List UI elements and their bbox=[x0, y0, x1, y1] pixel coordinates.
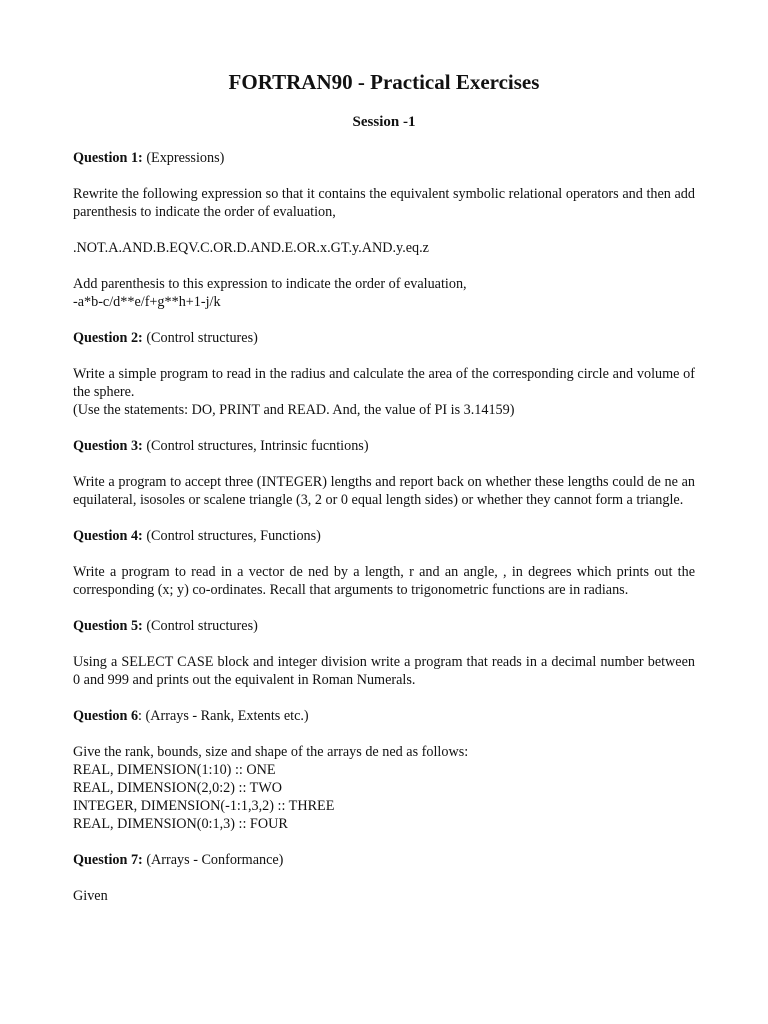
question-2-heading bbox=[73, 329, 695, 347]
array-declaration-two: REAL, DIMENSION(2,0:2) :: TWO bbox=[73, 780, 282, 796]
question-3-label: Question 3: bbox=[73, 438, 143, 454]
question-5-text: Using a SELECT CASE block and integer division write a program that reads in a decimal number between 0 and 999 and prints out the equivalent in Roman Numerals. bbox=[73, 654, 695, 688]
question-6-topic: : (Arrays - Rank, Extents etc.) bbox=[138, 708, 309, 724]
question-4-label: Question 4: bbox=[73, 528, 143, 544]
question-7-text: Given bbox=[73, 888, 108, 904]
question-1-followup-text: Add parenthesis to this expression to indicate the order of evaluation, bbox=[73, 276, 467, 292]
question-2-note: (Use the statements: DO, PRINT and READ. And, the value of PI is 3.14159) bbox=[73, 402, 515, 418]
question-1-heading bbox=[73, 149, 695, 167]
question-1-expression: .NOT.A.AND.B.EQV.C.OR.D.AND.E.OR.x.GT.y.AND.y.eq.z bbox=[73, 240, 429, 256]
question-6-label: Question 6 bbox=[73, 708, 139, 724]
question-5-heading bbox=[73, 617, 695, 635]
question-1-label: Question 1: bbox=[73, 150, 143, 166]
question-1-text: Rewrite the following expression so that it contains the equivalent symbolic relational operators and then add parenthesis to indicate the order of evaluation, bbox=[73, 186, 695, 220]
question-5-label: Question 5: bbox=[73, 618, 143, 634]
question-2-text: Write a simple program to read in the radius and calculate the area of the corresponding circle and volume of the sphere. bbox=[73, 366, 695, 400]
question-4-text: Write a program to read in a vector de ned by a length, r and an angle, , in degrees which prints out the corresponding (x; y) co-ordinates. Recall that arguments to trigonometric functions are in radians. bbox=[73, 564, 695, 598]
question-3-text: Write a program to accept three (INTEGER) lengths and report back on whether these lengths could de ne an equilateral, isosoles or scalene triangle (3, 2 or 0 equal length sides) or whether they cannot form a triangle. bbox=[73, 474, 695, 508]
document-title: FORTRAN90 - Practical Exercises bbox=[228, 70, 540, 94]
question-2-text-block bbox=[73, 365, 695, 419]
question-1-followup bbox=[73, 275, 695, 311]
array-declaration-four: REAL, DIMENSION(0:1,3) :: FOUR bbox=[73, 816, 288, 832]
question-7-topic: (Arrays - Conformance) bbox=[146, 852, 284, 868]
array-declaration-three: INTEGER, DIMENSION(-1:1,3,2) :: THREE bbox=[73, 798, 335, 814]
question-2-topic: (Control structures) bbox=[146, 330, 258, 346]
array-declaration-one: REAL, DIMENSION(1:10) :: ONE bbox=[73, 762, 276, 778]
question-6-heading bbox=[73, 707, 695, 725]
question-3-heading bbox=[73, 437, 695, 455]
question-1-followup-expression: -a*b-c/d**e/f+g**h+1-j/k bbox=[73, 294, 221, 310]
document-body bbox=[73, 149, 695, 923]
question-1-topic: (Expressions) bbox=[146, 150, 225, 166]
question-5-topic: (Control structures) bbox=[146, 618, 258, 634]
session-heading: Session -1 bbox=[352, 114, 416, 130]
question-6-array-list bbox=[73, 743, 695, 833]
question-7-heading bbox=[73, 851, 695, 869]
question-3-topic: (Control structures, Intrinsic fucntions) bbox=[146, 438, 369, 454]
question-4-heading bbox=[73, 527, 695, 545]
question-4-topic: (Control structures, Functions) bbox=[146, 528, 321, 544]
question-7-label: Question 7: bbox=[73, 852, 143, 868]
question-2-label: Question 2: bbox=[73, 330, 143, 346]
question-6-instruction: Give the rank, bounds, size and shape of the arrays de ned as follows: bbox=[73, 744, 469, 760]
